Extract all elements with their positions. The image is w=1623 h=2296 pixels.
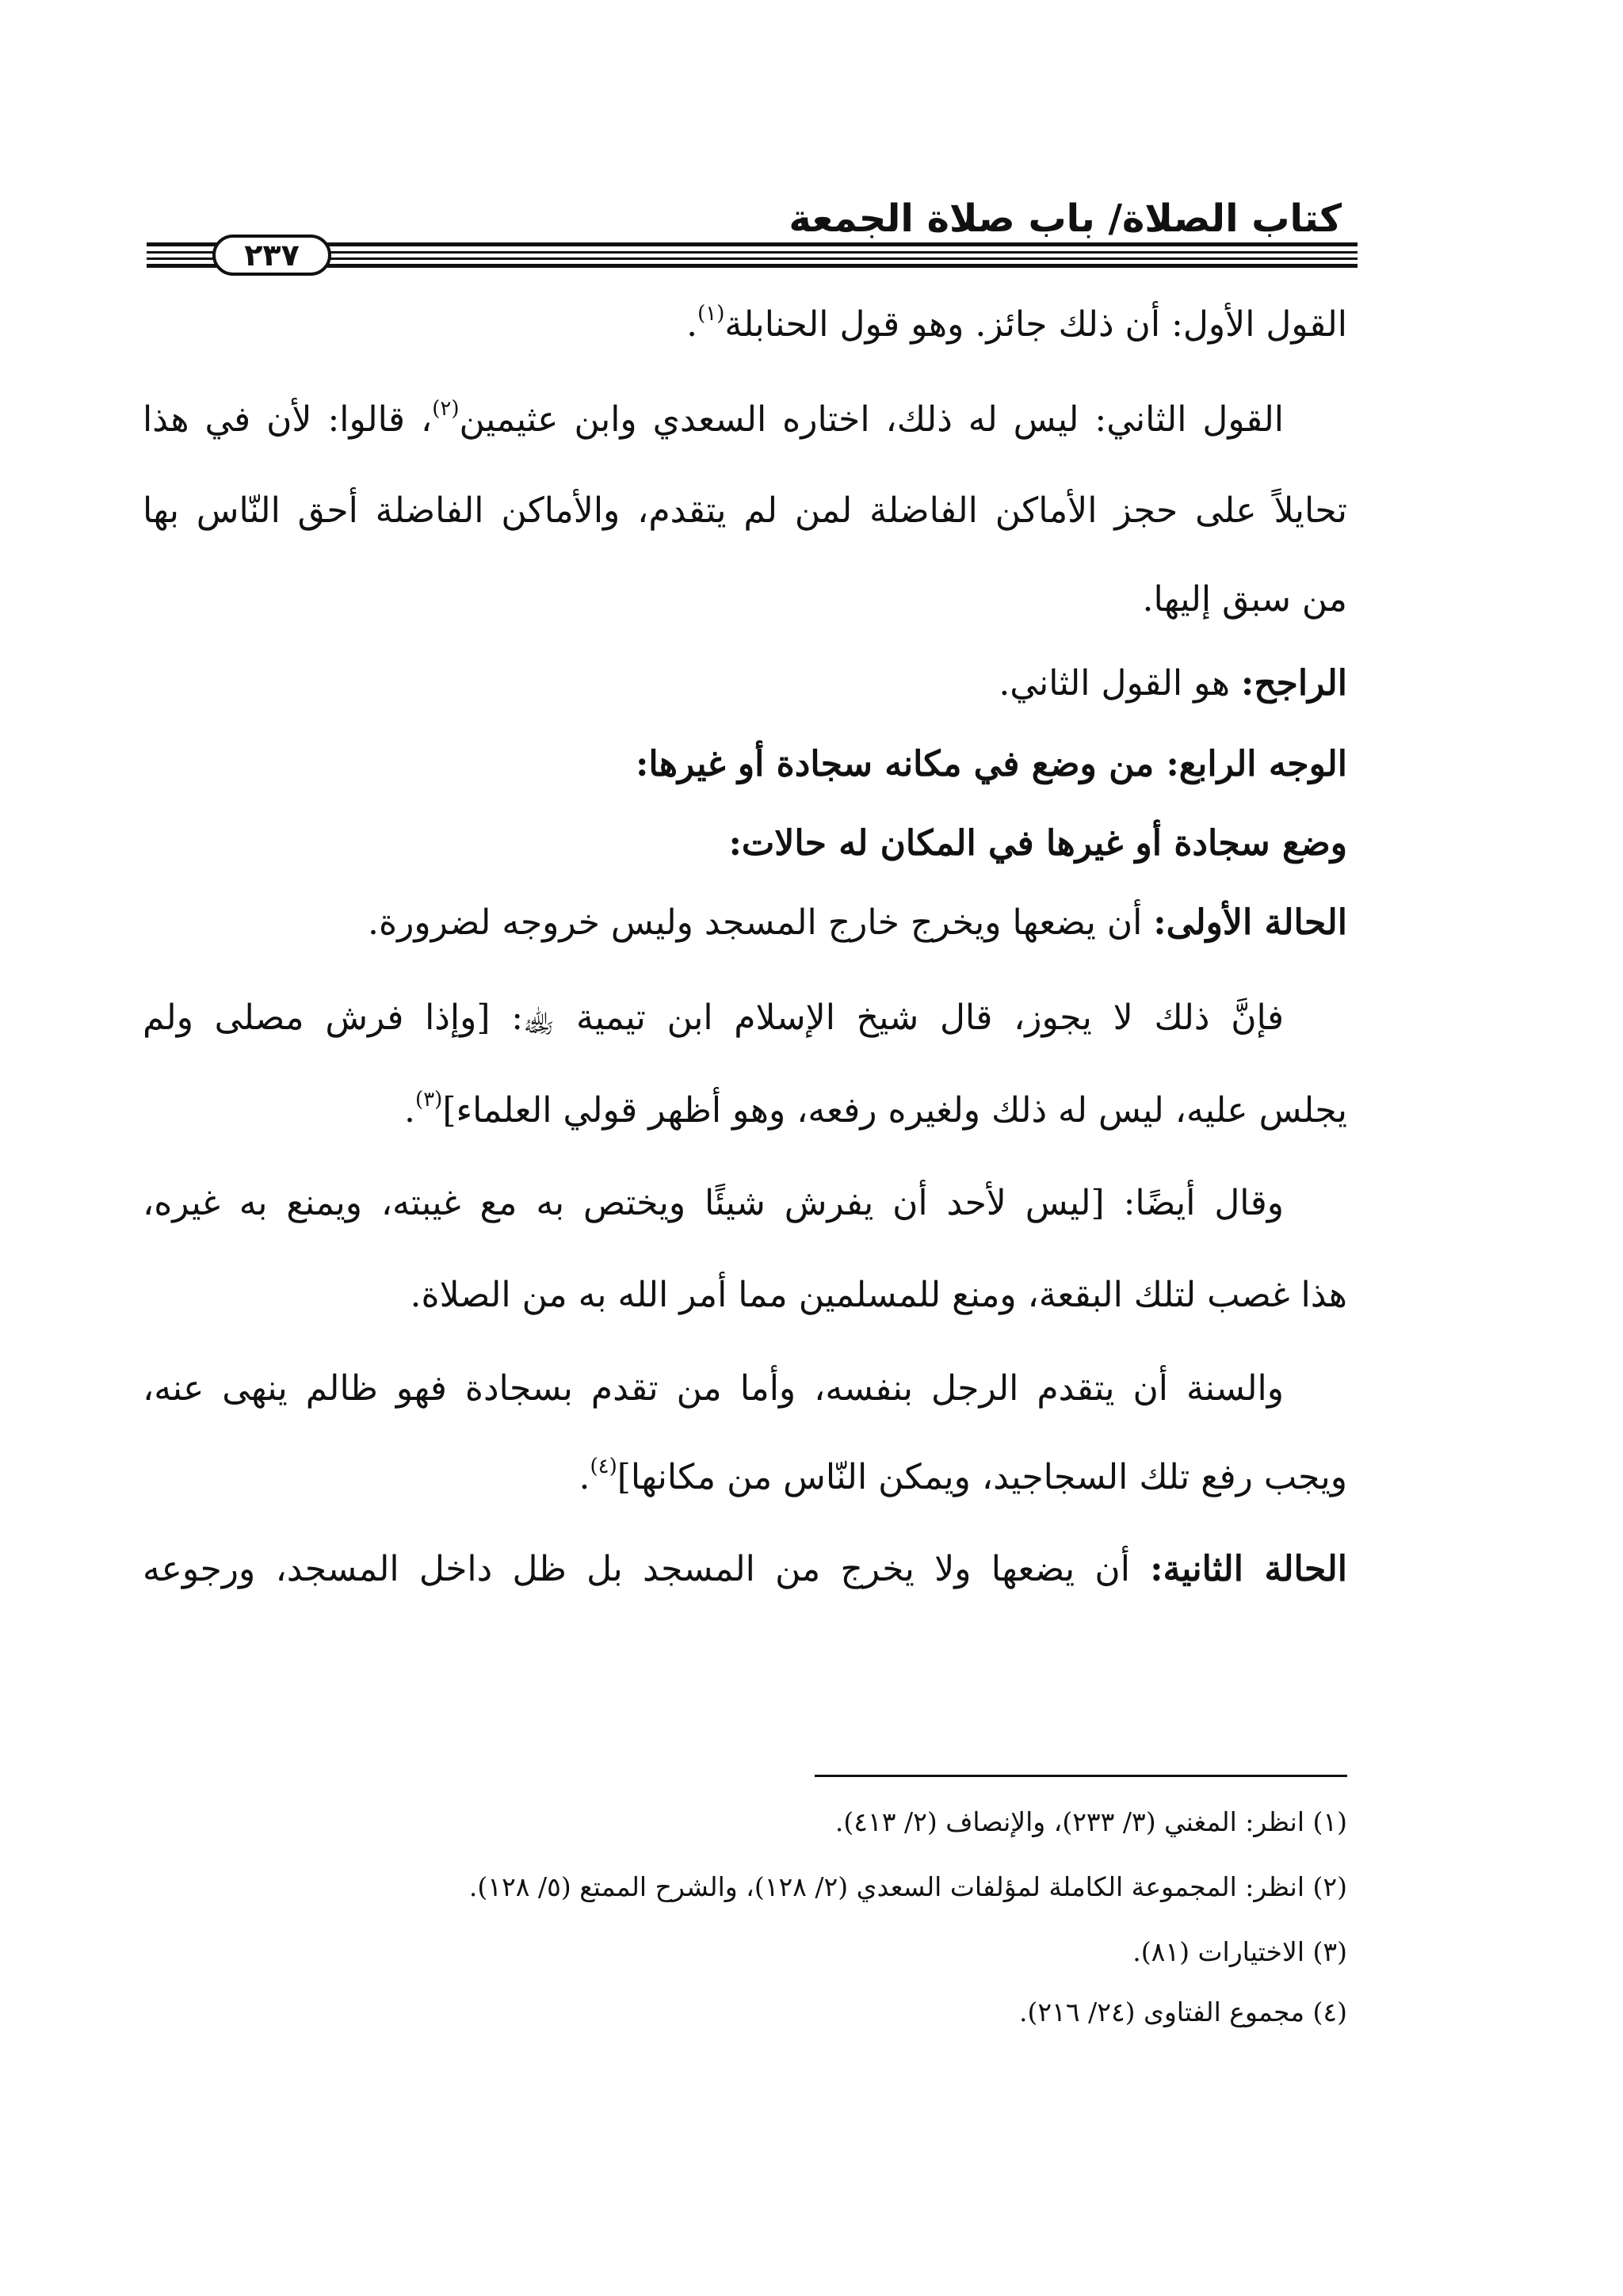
running-head: كتاب الصلاة/ باب صلاة الجمعة bbox=[789, 196, 1342, 241]
section-heading-fourth-aspect: الوجه الرابع: من وضع في مكانه سجادة أو غيرها: bbox=[636, 744, 1347, 784]
body-line-11: وقال أيضًا: [ليس لأحد أن يفرش شيئًا ويختص به مع غيبته، ويمنع به غيره، bbox=[143, 1183, 1284, 1223]
footnote-ref-1[interactable]: (١) bbox=[697, 302, 725, 326]
body-line-3: تحايلاً على حجز الأماكن الفاضلة لمن لم يتقدم، والأماكن الفاضلة أحق النّاس بها bbox=[143, 490, 1347, 531]
case-one-label: الحالة الأولى: bbox=[1153, 902, 1347, 943]
footnote-3: (٣) الاختيارات (٨١). bbox=[1132, 1936, 1347, 1967]
footnote-1: (١) انظر: المغني (٣/ ٢٣٣)، والإنصاف (٢/ ٤١٣). bbox=[834, 1806, 1347, 1837]
verdict-label: الراجح: bbox=[1241, 663, 1347, 704]
body-line-12: هذا غصب لتلك البقعة، ومنع للمسلمين مما أمر الله به من الصلاة. bbox=[410, 1275, 1347, 1315]
body-line-9: فإنَّ ذلك لا يجوز، قال شيخ الإسلام ابن تيمية ﵀: [وإذا فرش مصلى ولم bbox=[143, 997, 1284, 1038]
body-line-2: القول الثاني: ليس له ذلك، اختاره السعدي وابن عثيمين$^{(٢)}$، قالوا: لأن في هذا bbox=[143, 397, 1284, 440]
header-rule-left bbox=[147, 238, 220, 273]
footnote-ref-2[interactable]: (٢) bbox=[432, 397, 460, 421]
page-number: ٢٣٧ bbox=[212, 235, 331, 276]
footnote-ref-3[interactable]: (٣) bbox=[415, 1088, 443, 1112]
subheading-cases: وضع سجادة أو غيرها في المكان له حالات: bbox=[728, 823, 1347, 864]
body-line-14: ويجب رفع تلك السجاجيد، ويمكن النّاس من مكانها]$^{(٤)}$. bbox=[579, 1455, 1347, 1497]
body-line-5: الراجح: هو القول الثاني. bbox=[999, 663, 1347, 704]
header-rule-right bbox=[323, 238, 1358, 273]
body-line-8: الحالة الأولى: أن يضعها ويخرج خارج المسجد وليس خروجه لضرورة. bbox=[368, 902, 1347, 943]
footnote-4: (٤) مجموع الفتاوى (٢٤/ ٢١٦). bbox=[1019, 1997, 1347, 2027]
body-line-1: القول الأول: أن ذلك جائز. وهو قول الحنابلة$^{(١)}$. bbox=[686, 302, 1347, 345]
footnote-ref-4[interactable]: (٤) bbox=[590, 1455, 617, 1478]
body-line-4: من سبق إليها. bbox=[1142, 579, 1347, 620]
body-line-15: الحالة الثانية: أن يضعها ولا يخرج من المسجد بل ظل داخل المسجد، ورجوعه bbox=[143, 1549, 1347, 1589]
body-line-10: يجلس عليه، ليس له ذلك ولغيره رفعه، وهو أظهر قولي العلماء]$^{(٣)}$. bbox=[404, 1088, 1347, 1131]
footnote-separator bbox=[815, 1775, 1347, 1777]
body-line-13: والسنة أن يتقدم الرجل بنفسه، وأما من تقدم بسجادة فهو ظالم ينهى عنه، bbox=[143, 1368, 1284, 1409]
footnote-2: (٢) انظر: المجموعة الكاملة لمؤلفات السعدي (٢/ ١٢٨)، والشرح الممتع (٥/ ١٢٨). bbox=[468, 1871, 1347, 1902]
case-two-label: الحالة الثانية: bbox=[1150, 1549, 1347, 1589]
